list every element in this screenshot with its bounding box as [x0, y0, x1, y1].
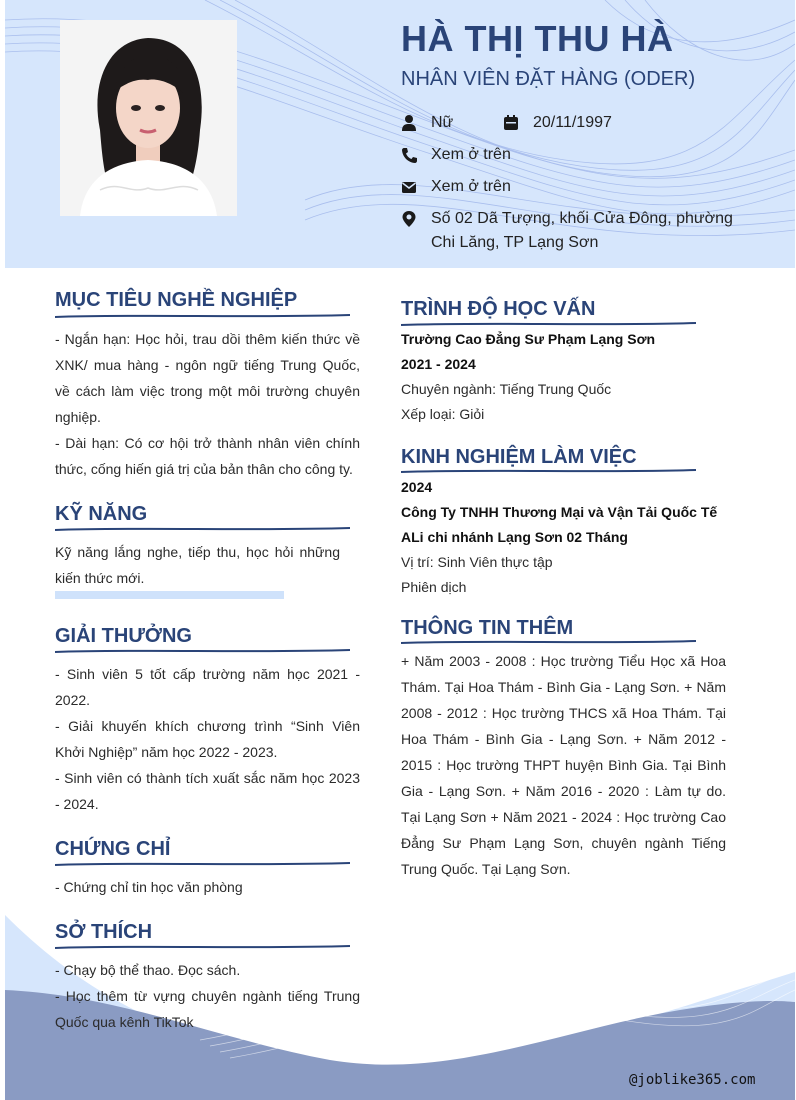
avatar [60, 20, 237, 216]
heading-underline [55, 860, 350, 868]
objective-text [55, 326, 360, 482]
award-line: - Sinh viên 5 tốt cấp trường năm học 2021 - 2022. [55, 666, 360, 708]
experience-year: 2024 [401, 479, 433, 495]
education-major: Chuyên ngành: Tiếng Trung Quốc [401, 381, 612, 397]
heading-underline [55, 525, 350, 533]
certificates-text: - Chứng chỉ tin học văn phòng [55, 879, 243, 895]
portrait-illustration [60, 20, 237, 216]
phone-row [401, 143, 701, 167]
award-line: - Sinh viên có thành tích xuất sắc năm học 2023 - 2024. [55, 770, 360, 812]
hobbies-text [55, 957, 360, 1035]
education-heading: TRÌNH ĐỘ HỌC VẤN [401, 298, 596, 320]
heading-underline [55, 312, 350, 320]
objective-line: - Dài hạn: Có cơ hội trở thành nhân viên chính thức, cống hiến giá trị của bản thân cho công ty. [55, 435, 360, 477]
award-line: - Giải khuyến khích chương trình “Sinh Viên Khởi Nghiệp” năm học 2022 - 2023. [55, 718, 360, 760]
experience-position: Vị trí: Sinh Viên thực tập [401, 554, 553, 570]
email-value: Xem ở trên [431, 178, 511, 195]
address-row [401, 207, 771, 257]
person-icon [401, 114, 417, 132]
skill-level-bar [55, 591, 284, 599]
experience-heading: KINH NGHIỆM LÀM VIỆC [401, 446, 637, 468]
envelope-icon [401, 178, 417, 196]
heading-underline [401, 638, 696, 646]
objective-line: - Ngắn hạn: Học hỏi, trau dồi thêm kiến thức về XNK/ mua hàng - ngôn ngữ tiếng Trung Quốc, về cách làm việc trong một môi trường chuyên nghiệp. [55, 331, 360, 425]
gender-value: Nữ [431, 114, 454, 131]
hobbies-heading: SỞ THÍCH [55, 921, 153, 943]
experience-company: Công Ty TNHH Thương Mại và Vận Tải Quốc Tế ALi chi nhánh Lạng Sơn 02 Tháng [401, 504, 718, 545]
location-pin-icon [401, 210, 417, 228]
phone-icon [401, 146, 417, 164]
awards-heading: GIẢI THƯỞNG [55, 625, 192, 647]
objective-heading: MỤC TIÊU NGHỀ NGHIỆP [55, 289, 298, 311]
skills-heading: KỸ NĂNG [55, 503, 148, 525]
heading-underline [55, 647, 350, 655]
extra-info-text: + Năm 2003 - 2008 : Học trường Tiểu Học xã Hoa Thám. Tại Hoa Thám - Bình Gia - Lạng Sơn. + Năm 2008 - 2012 : Học trường THCS xã Hoa Thám. Tại Hoa Thám - Bình Gia - Lạng Sơn. + Năm 2012 - 2015 : Học trường THPT huyện Bình Gia. Tại Bình Gia - Lạng Sơn. + Năm 2016 - 2020 : Làm tự do. Tại Lạng Sơn + Năm 2021 - 2024 : Học trường Cao Đẳng Sư Phạm Lạng Sơn, chuyên ngành Tiếng Trung Quốc. Tại Lạng Sơn. [401, 653, 726, 877]
birthday-row [503, 111, 703, 135]
birthday-value: 20/11/1997 [533, 114, 612, 131]
experience-task: Phiên dịch [401, 579, 467, 595]
phone-value: Xem ở trên [431, 146, 511, 163]
awards-text [55, 661, 360, 817]
job-title: NHÂN VIÊN ĐẶT HÀNG (ODER) [401, 68, 696, 90]
experience-block [401, 475, 731, 600]
watermark-link[interactable]: @joblike365.com [629, 1072, 756, 1088]
skills-text: Kỹ năng lắng nghe, tiếp thu, học hỏi những kiến thức mới. [55, 544, 340, 586]
education-grade: Xếp loại: Giỏi [401, 406, 485, 422]
certificates-heading: CHỨNG CHỈ [55, 838, 171, 860]
hobby-line: - Chạy bộ thể thao. Đọc sách. [55, 962, 241, 978]
heading-underline [401, 467, 696, 475]
calendar-icon [503, 114, 519, 132]
candidate-name: HÀ THỊ THU HÀ [401, 18, 674, 59]
education-block [401, 327, 726, 427]
header-band [5, 0, 795, 268]
email-row [401, 175, 701, 199]
address-value: Số 02 Dã Tượng, khối Cửa Đông, phường Chi Lăng, TP Lạng Sơn [431, 210, 733, 251]
hobby-line: - Học thêm từ vựng chuyên ngành tiếng Trung Quốc qua kênh TikTok [55, 988, 360, 1030]
heading-underline [55, 943, 350, 951]
education-years: 2021 - 2024 [401, 356, 476, 372]
education-school: Trường Cao Đẳng Sư Phạm Lạng Sơn [401, 331, 656, 347]
extra-info-heading: THÔNG TIN THÊM [401, 617, 574, 639]
